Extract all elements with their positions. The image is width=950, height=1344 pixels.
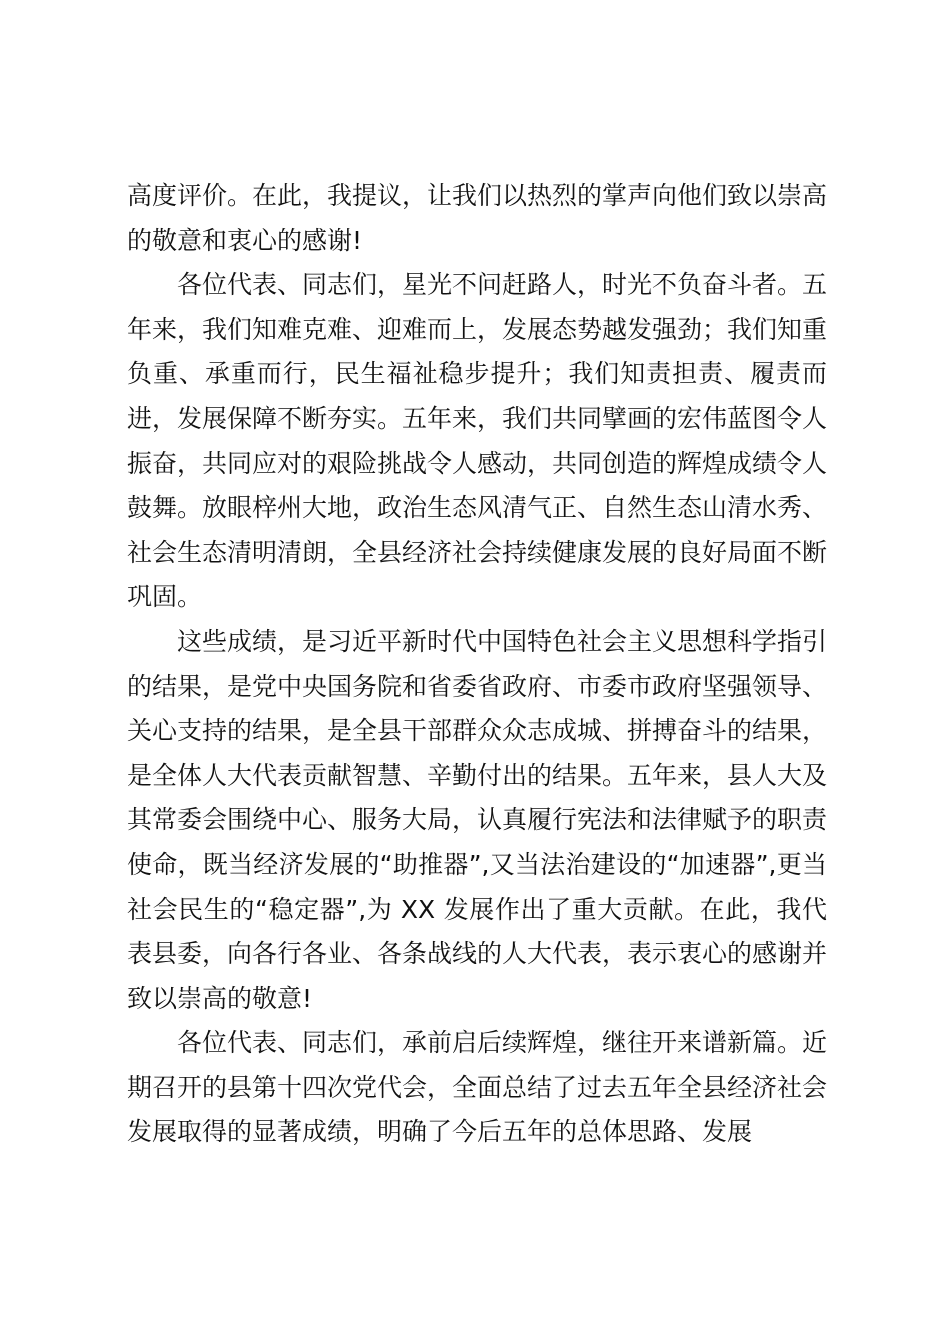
paragraph-3: 这些成绩，是习近平新时代中国特色社会主义思想科学指引的结果，是党中央国务院和省委省政府、市委市政府坚强领导、关心支持的结果，是全县干部群众众志成城、拼搏奋斗的结果，是全体人大代表贡献智慧、辛勤付出的结果。五年来，县人大及其常委会围绕中心、服务大局，认真履行宪法和法律赋予的职责使命，既当经济发展的“助推器”,又当法治建设的“加速器”,更当社会民生的“稳定器”,为 XX 发展作出了重大贡献。在此，我代表县委，向各行各业、各条战线的人大代表，表示衷心的感谢并致以崇高的敬意!: [127, 626, 828, 1013]
paragraph-1: 高度评价。在此，我提议，让我们以热烈的掌声向他们致以崇高的敬意和衷心的感谢!: [127, 181, 828, 255]
paragraph-4: 各位代表、同志们，承前启后续辉煌，继往开来谱新篇。近期召开的县第十四次党代会，全面总结了过去五年全县经济社会发展取得的显著成绩，明确了今后五年的总体思路、发展: [127, 1028, 828, 1147]
document-body: [127, 174, 827, 1155]
paragraph-2: 各位代表、同志们，星光不问赶路人，时光不负奋斗者。五年来，我们知难克难、迎难而上，发展态势越发强劲；我们知重负重、承重而行，民生福祉稳步提升；我们知责担责、履责而进，发展保障不断夯实。五年来，我们共同擘画的宏伟蓝图令人振奋，共同应对的艰险挑战令人感动，共同创造的辉煌成绩令人鼓舞。放眼梓州大地，政治生态风清气正、自然生态山清水秀、社会生态清明清朗，全县经济社会持续健康发展的良好局面不断巩固。: [127, 270, 828, 612]
